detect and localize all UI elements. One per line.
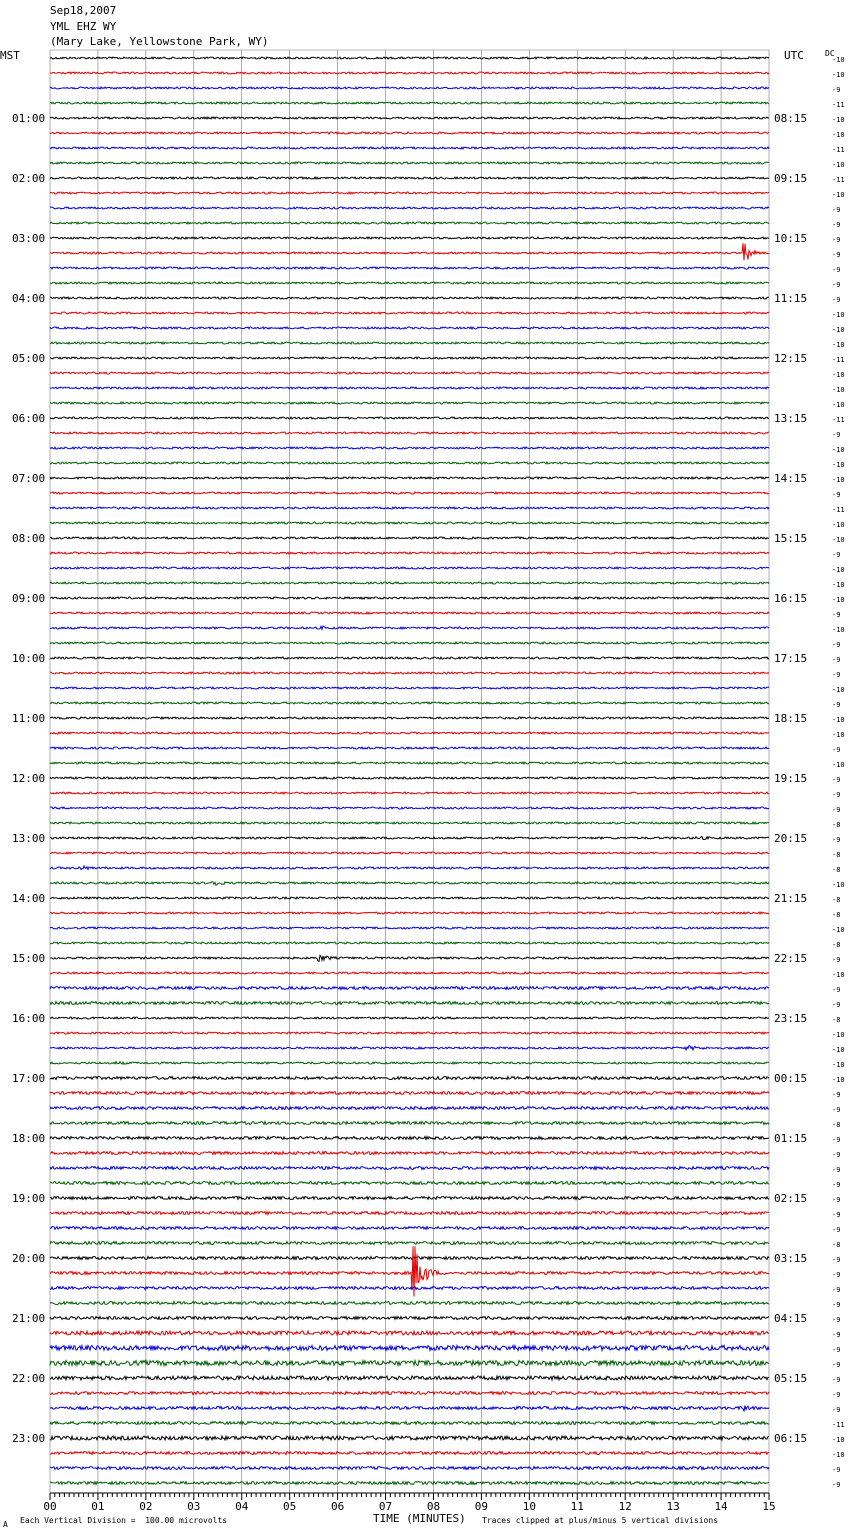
row-offset-label: -10 [832, 926, 845, 934]
row-offset-label: -8 [832, 821, 841, 829]
row-offset-label: -9 [832, 1331, 841, 1339]
x-tick-label: 04 [235, 1500, 249, 1513]
row-offset-label: -10 [832, 341, 845, 349]
row-offset-label: -10 [832, 116, 845, 124]
x-tick-label: 15 [762, 1500, 776, 1513]
right-hour-label: 20:15 [774, 832, 808, 845]
trace-row-58 [50, 927, 769, 929]
trace-row-0 [50, 57, 769, 59]
trace-row-1 [50, 72, 769, 74]
trace-row-19 [50, 342, 769, 344]
row-offset-label: -10 [832, 881, 845, 889]
right-hour-label: 16:15 [774, 592, 808, 605]
trace-row-15 [50, 282, 769, 284]
row-offset-label: -10 [832, 56, 845, 64]
left-hour-label: 10:00 [12, 652, 46, 665]
row-offset-label: -10 [832, 1046, 845, 1054]
row-offset-label: -9 [832, 1151, 841, 1159]
trace-row-38 [50, 626, 769, 629]
scale-note: Each Vertical Division = 100.00 microvolts [20, 1516, 228, 1525]
trace-row-34 [50, 567, 769, 569]
trace-row-7 [50, 162, 769, 164]
left-hour-label: 23:00 [12, 1432, 46, 1445]
trace-row-47 [50, 762, 769, 764]
trace-row-88 [50, 1376, 769, 1380]
row-offset-label: -8 [832, 896, 841, 904]
trace-row-51 [50, 822, 769, 824]
row-offset-label: -9 [832, 296, 841, 304]
x-tick-label: 11 [570, 1500, 584, 1513]
trace-row-24 [50, 417, 769, 419]
right-hour-label: 06:15 [774, 1432, 808, 1445]
trace-row-57 [50, 912, 769, 914]
row-offset-label: -9 [832, 641, 841, 649]
row-offset-label: -10 [832, 446, 845, 454]
row-offset-label: -9 [832, 1286, 841, 1294]
left-hour-label: 12:00 [12, 772, 46, 785]
row-offset-label: -8 [832, 911, 841, 919]
right-hour-label: 01:15 [774, 1132, 808, 1145]
trace-row-91 [50, 1422, 769, 1425]
right-timezone-label: UTC [784, 49, 804, 62]
trace-row-62 [50, 987, 769, 990]
dc-label: DC [825, 49, 835, 58]
trace-row-9 [50, 192, 769, 194]
row-offset-label: -10 [832, 566, 845, 574]
right-hour-label: 05:15 [774, 1372, 808, 1385]
row-offset-label: -9 [832, 776, 841, 784]
left-hour-label: 16:00 [12, 1012, 46, 1025]
row-offset-label: -8 [832, 1241, 841, 1249]
right-hour-label: 17:15 [774, 652, 808, 665]
left-hour-label: 03:00 [12, 232, 46, 245]
trace-row-64 [50, 1017, 769, 1019]
row-offset-label: -10 [832, 761, 845, 769]
row-offset-label: -10 [832, 326, 845, 334]
row-offset-label: -10 [832, 596, 845, 604]
trace-row-42 [50, 687, 769, 689]
row-offset-label: -9 [832, 836, 841, 844]
trace-row-82 [50, 1287, 769, 1290]
trace-row-40 [50, 657, 769, 659]
row-offset-label: -8 [832, 1121, 841, 1129]
left-hour-label: 11:00 [12, 712, 46, 725]
x-tick-label: 10 [522, 1500, 536, 1513]
trace-row-77 [50, 1212, 769, 1215]
left-hour-label: 08:00 [12, 532, 46, 545]
trace-row-30 [50, 507, 769, 509]
row-offset-label: -11 [832, 146, 845, 154]
trace-row-75 [50, 1182, 769, 1185]
vertical-grid [50, 50, 769, 1493]
left-hour-label: 09:00 [12, 592, 46, 605]
row-offset-label: -8 [832, 941, 841, 949]
trace-row-65 [50, 1032, 769, 1034]
row-offset-label: -10 [832, 521, 845, 529]
trace-row-28 [50, 477, 769, 479]
right-hour-label: 15:15 [774, 532, 808, 545]
clip-note: Traces clipped at plus/minus 5 vertical divisions [482, 1516, 719, 1525]
x-tick-label: 02 [139, 1500, 153, 1513]
trace-row-25 [50, 432, 769, 434]
trace-row-17 [50, 312, 769, 314]
left-hour-label: 04:00 [12, 292, 46, 305]
row-offset-label: -9 [832, 746, 841, 754]
row-offset-label: -9 [832, 1181, 841, 1189]
row-offset-label: -9 [832, 671, 841, 679]
trace-row-22 [50, 387, 769, 389]
row-offset-label: -8 [832, 851, 841, 859]
row-offset-label: -10 [832, 731, 845, 739]
row-offset-label: -9 [832, 1001, 841, 1009]
row-offset-label: -9 [832, 491, 841, 499]
trace-row-93 [50, 1452, 769, 1455]
x-axis [43, 1493, 775, 1513]
row-offset-label: -9 [832, 1106, 841, 1114]
row-offset-label: -9 [832, 1481, 841, 1489]
trace-row-20 [50, 357, 769, 359]
row-offset-label: -9 [832, 431, 841, 439]
trace-row-18 [50, 327, 769, 329]
trace-row-83 [50, 1302, 769, 1305]
row-offset-label: -10 [832, 1061, 845, 1069]
row-offset-label: -9 [832, 1346, 841, 1354]
trace-row-53 [50, 852, 769, 854]
row-offset-label: -8 [832, 1016, 841, 1024]
trace-row-39 [50, 642, 769, 644]
trace-row-59 [50, 942, 769, 944]
row-offset-label: -9 [832, 1391, 841, 1399]
trace-row-6 [50, 147, 769, 149]
trace-row-90 [50, 1406, 769, 1411]
row-offset-label: -10 [832, 191, 845, 199]
station-location: (Mary Lake, Yellowstone Park, WY) [50, 35, 269, 48]
row-offset-label: -10 [832, 161, 845, 169]
trace-row-3 [50, 102, 769, 104]
row-offset-label: -9 [832, 611, 841, 619]
row-offset-label: -9 [832, 1466, 841, 1474]
row-offset-label: -9 [832, 1256, 841, 1264]
trace-row-50 [50, 807, 769, 809]
row-offset-label: -11 [832, 1421, 845, 1429]
trace-row-49 [50, 792, 769, 794]
row-offset-label: -10 [832, 476, 845, 484]
row-offset-label: -9 [832, 1271, 841, 1279]
row-offset-label: -10 [832, 1436, 845, 1444]
trace-row-54 [50, 866, 769, 870]
right-hour-label: 00:15 [774, 1072, 808, 1085]
trace-row-41 [50, 672, 769, 674]
row-offset-label: -10 [832, 71, 845, 79]
trace-row-66 [50, 1046, 769, 1050]
left-hour-label: 21:00 [12, 1312, 46, 1325]
row-offset-label: -10 [832, 461, 845, 469]
row-offset-label: -9 [832, 1361, 841, 1369]
trace-row-85 [50, 1331, 769, 1335]
trace-row-86 [50, 1346, 769, 1351]
trace-row-73 [50, 1152, 769, 1155]
row-offset-label: -9 [832, 791, 841, 799]
row-offset-label: -11 [832, 101, 845, 109]
row-offset-label: -9 [832, 1301, 841, 1309]
row-offset-label: -11 [832, 416, 845, 424]
x-tick-label: 09 [474, 1500, 489, 1513]
row-offset-label: -9 [832, 251, 841, 259]
trace-row-11 [50, 222, 769, 224]
row-offset-label: -9 [832, 1196, 841, 1204]
row-offset-label: -9 [832, 806, 841, 814]
row-offset-label: -9 [832, 86, 841, 94]
right-hour-label: 18:15 [774, 712, 808, 725]
row-offset-label: -9 [832, 1091, 841, 1099]
left-hour-label: 14:00 [12, 892, 46, 905]
trace-row-67 [50, 1061, 769, 1064]
right-hour-label: 12:15 [774, 352, 808, 365]
right-hour-label: 08:15 [774, 112, 808, 125]
trace-row-23 [50, 402, 769, 404]
trace-row-71 [50, 1122, 769, 1125]
trace-row-13 [50, 243, 769, 260]
trace-row-56 [50, 897, 769, 899]
left-hour-label: 15:00 [12, 952, 46, 965]
row-offset-label: -10 [832, 716, 845, 724]
row-offset-label: -9 [832, 1166, 841, 1174]
trace-row-94 [50, 1467, 769, 1470]
trace-row-31 [50, 522, 769, 524]
row-offset-label: -10 [832, 686, 845, 694]
row-offset-label: -9 [832, 1316, 841, 1324]
trace-row-95 [50, 1482, 769, 1485]
right-hour-label: 23:15 [774, 1012, 808, 1025]
right-hour-label: 14:15 [774, 472, 808, 485]
left-hour-label: 17:00 [12, 1072, 46, 1085]
row-offset-label: -9 [832, 701, 841, 709]
x-tick-label: 00 [43, 1500, 57, 1513]
left-hour-label: 06:00 [12, 412, 46, 425]
row-offset-label: -9 [832, 1376, 841, 1384]
right-hour-label: 13:15 [774, 412, 808, 425]
row-offset-label: -9 [832, 986, 841, 994]
trace-row-21 [50, 372, 769, 374]
row-offset-label: -10 [832, 1076, 845, 1084]
left-hour-label: 02:00 [12, 172, 46, 185]
trace-row-74 [50, 1167, 769, 1170]
trace-row-69 [50, 1092, 769, 1095]
row-offset-label: -10 [832, 971, 845, 979]
trace-row-80 [50, 1257, 769, 1260]
row-offset-label: -11 [832, 176, 845, 184]
trace-row-33 [50, 552, 769, 554]
row-offset-label: -11 [832, 356, 845, 364]
left-hour-label: 20:00 [12, 1252, 46, 1265]
x-tick-label: 06 [330, 1500, 345, 1513]
trace-row-76 [50, 1197, 769, 1200]
trace-row-52 [50, 837, 769, 840]
row-offset-label: -9 [832, 221, 841, 229]
right-hour-label: 22:15 [774, 952, 808, 965]
trace-row-5 [50, 132, 769, 134]
row-offset-label: -9 [832, 1226, 841, 1234]
trace-row-45 [50, 732, 769, 734]
row-offset-label: -10 [832, 1451, 845, 1459]
right-hour-label: 03:15 [774, 1252, 808, 1265]
right-hour-label: 11:15 [774, 292, 808, 305]
x-tick-label: 08 [426, 1500, 441, 1513]
trace-row-55 [50, 882, 769, 886]
row-offset-label: -10 [832, 536, 845, 544]
trace-row-27 [50, 462, 769, 464]
trace-row-72 [50, 1137, 769, 1140]
corner-mark: A [3, 1520, 8, 1529]
x-tick-label: 12 [618, 1500, 632, 1513]
left-hour-label: 19:00 [12, 1192, 46, 1205]
left-hour-label: 07:00 [12, 472, 46, 485]
row-offset-label: -9 [832, 266, 841, 274]
trace-group [50, 57, 769, 1484]
trace-row-70 [50, 1107, 769, 1110]
x-axis-title: TIME (MINUTES) [373, 1512, 466, 1525]
left-hour-label: 22:00 [12, 1372, 46, 1385]
trace-row-78 [50, 1227, 769, 1230]
trace-row-60 [50, 955, 769, 961]
trace-row-10 [50, 207, 769, 209]
left-timezone-label: MST [0, 49, 20, 62]
row-offset-label: -9 [832, 1406, 841, 1414]
row-offset-label: -9 [832, 656, 841, 664]
row-offset-label: -10 [832, 626, 845, 634]
trace-row-37 [50, 612, 769, 614]
trace-row-12 [50, 237, 769, 239]
trace-row-4 [50, 117, 769, 119]
right-hour-label: 10:15 [774, 232, 808, 245]
station-code: YML EHZ WY [50, 20, 117, 33]
row-offset-label: -10 [832, 311, 845, 319]
trace-row-32 [50, 537, 769, 539]
row-offset-label: -10 [832, 581, 845, 589]
trace-row-89 [50, 1392, 769, 1395]
right-hour-label: 21:15 [774, 892, 808, 905]
row-offset-label: -9 [832, 956, 841, 964]
row-offset-label: -10 [832, 1031, 845, 1039]
row-offset-label: -10 [832, 131, 845, 139]
trace-row-36 [50, 597, 769, 599]
right-hour-label: 09:15 [774, 172, 808, 185]
row-offset-label: -10 [832, 401, 845, 409]
left-hour-label: 18:00 [12, 1132, 46, 1145]
right-hour-label: 04:15 [774, 1312, 808, 1325]
left-hour-label: 05:00 [12, 352, 46, 365]
trace-row-63 [50, 1002, 769, 1005]
x-tick-label: 05 [283, 1500, 297, 1513]
x-tick-label: 07 [378, 1500, 393, 1513]
row-offset-label: -9 [832, 1211, 841, 1219]
trace-row-48 [50, 777, 769, 779]
trace-row-68 [50, 1077, 769, 1080]
row-offset-label: -8 [832, 866, 841, 874]
row-offset-label: -9 [832, 236, 841, 244]
trace-row-29 [50, 492, 769, 494]
right-hour-label: 02:15 [774, 1192, 808, 1205]
trace-row-35 [50, 582, 769, 584]
x-tick-label: 03 [187, 1500, 201, 1513]
trace-row-46 [50, 747, 769, 749]
trace-row-16 [50, 297, 769, 299]
right-hour-label: 19:15 [774, 772, 808, 785]
left-hour-label: 13:00 [12, 832, 46, 845]
trace-row-8 [50, 177, 769, 179]
trace-row-44 [50, 717, 769, 719]
trace-row-84 [50, 1317, 769, 1320]
trace-row-14 [50, 267, 769, 269]
trace-row-92 [50, 1436, 769, 1440]
trace-row-43 [50, 702, 769, 704]
trace-row-26 [50, 447, 769, 449]
row-offset-label: -9 [832, 281, 841, 289]
x-tick-label: 14 [714, 1500, 728, 1513]
trace-row-2 [50, 87, 769, 89]
left-hour-label: 01:00 [12, 112, 46, 125]
trace-row-87 [50, 1361, 769, 1366]
row-offset-label: -10 [832, 386, 845, 394]
row-offset-label: -9 [832, 1136, 841, 1144]
trace-row-79 [50, 1242, 769, 1245]
row-offset-label: -9 [832, 551, 841, 559]
row-offset-label: -10 [832, 371, 845, 379]
x-tick-label: 01 [91, 1500, 105, 1513]
trace-row-61 [50, 972, 769, 974]
row-offset-label: -11 [832, 506, 845, 514]
x-tick-label: 13 [666, 1500, 680, 1513]
row-offset-label: -9 [832, 206, 841, 214]
chart-date: Sep18,2007 [50, 4, 117, 17]
